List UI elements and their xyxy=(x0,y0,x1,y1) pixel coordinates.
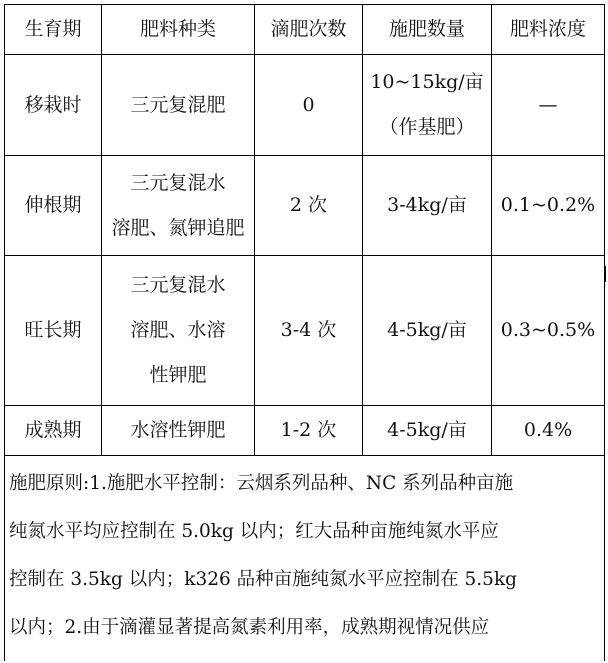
concentration-cell: 0.4% xyxy=(492,406,605,456)
fertilizer-document xyxy=(4,4,604,661)
stage-cell: 成熟期 xyxy=(5,406,102,456)
times-cell: 1-2 次 xyxy=(255,406,363,456)
amount-line: 3-4kg/亩 xyxy=(387,194,467,216)
note-line: 控制在 3.5kg 以内；k326 品种亩施纯氮水平应控制在 5.5kg xyxy=(9,569,517,590)
fertilizer-cell xyxy=(102,406,255,456)
stage-cell: 旺长期 xyxy=(5,256,102,406)
note-line: 施肥原则:1.施肥水平控制：云烟系列品种、NC 系列品种亩施 xyxy=(9,473,514,494)
fertilizer-line: 三元复混水 xyxy=(130,274,226,296)
header-concentration: 肥料浓度 xyxy=(492,5,605,55)
fertilization-principle-note xyxy=(5,456,605,661)
stage-cell: 移栽时 xyxy=(5,55,102,156)
fertilizer-cell xyxy=(102,55,255,156)
amount-cell xyxy=(363,156,492,256)
amount-cell xyxy=(363,256,492,406)
table-row xyxy=(5,406,605,456)
header-row xyxy=(5,5,605,55)
amount-line: 4-5kg/亩 xyxy=(387,319,467,341)
stage-cell: 伸根期 xyxy=(5,156,102,256)
stray-line-mark xyxy=(605,266,606,282)
note-line: 以内；2.由于滴灌显著提高氮素利用率，成熟期视情况供应 xyxy=(9,617,490,638)
table-row xyxy=(5,55,605,156)
fertilizer-schedule-table xyxy=(4,4,605,661)
fertilizer-cell xyxy=(102,156,255,256)
fertilizer-line: 溶肥、水溶 xyxy=(130,319,226,341)
concentration-cell: 0.1~0.2% xyxy=(492,156,605,256)
fertilizer-cell xyxy=(102,256,255,406)
fertilizer-line: 水溶性钾肥 xyxy=(130,419,226,441)
note-row xyxy=(5,456,605,661)
fertilizer-line: 三元复混肥 xyxy=(130,93,226,116)
header-stage: 生育期 xyxy=(5,5,102,55)
fertilizer-line: 性钾肥 xyxy=(149,364,207,386)
times-cell: 3-4 次 xyxy=(255,256,363,406)
amount-line: 10~15kg/亩 xyxy=(370,71,484,93)
header-drip-times: 滴肥次数 xyxy=(255,5,363,55)
amount-line: 4-5kg/亩 xyxy=(387,419,467,441)
table-row xyxy=(5,156,605,256)
times-cell: 2 次 xyxy=(255,156,363,256)
amount-line: （作基肥） xyxy=(379,116,475,138)
concentration-cell: — xyxy=(492,55,605,156)
concentration-cell: 0.3~0.5% xyxy=(492,256,605,406)
header-amount: 施肥数量 xyxy=(363,5,492,55)
fertilizer-line: 三元复混水 xyxy=(130,171,226,194)
amount-cell xyxy=(363,406,492,456)
amount-cell xyxy=(363,55,492,156)
times-cell: 0 xyxy=(255,55,363,156)
fertilizer-line: 溶肥、氮钾追肥 xyxy=(111,216,245,239)
header-fertilizer-type: 肥料种类 xyxy=(102,5,255,55)
table-row xyxy=(5,256,605,406)
note-line: 纯氮水平均应控制在 5.0kg 以内；红大品种亩施纯氮水平应 xyxy=(9,521,499,542)
